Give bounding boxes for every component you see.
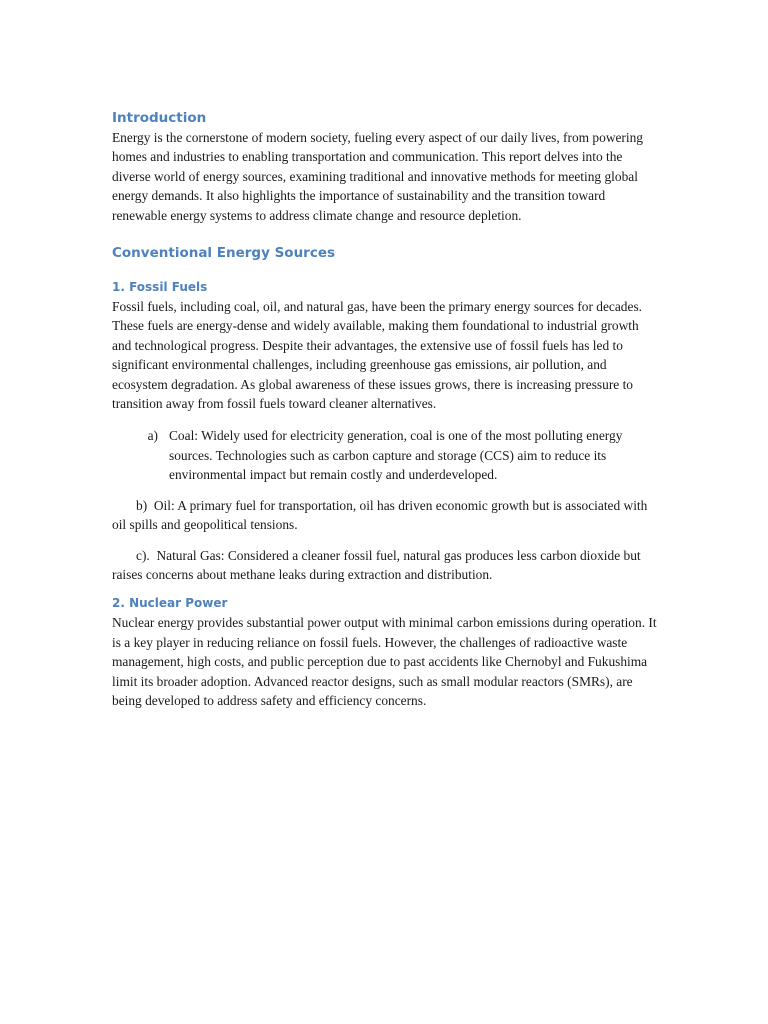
list-marker: b): [136, 497, 148, 513]
list-item-coal: [112, 426, 656, 484]
introduction-heading: Introduction: [112, 110, 207, 126]
list-item-text: Coal: Widely used for electricity generation, coal is one of the most polluting energy sources. Technologies such as carbon capture and storage (CCS) aim to reduce its environmental impact but remain costly and underdeveloped.: [169, 428, 623, 483]
list-item-natural-gas: [112, 546, 656, 585]
conventional-energy-heading: Conventional Energy Sources: [112, 245, 336, 262]
list-item-text: Natural Gas: Considered a cleaner fossil fuel, natural gas produces less carbon dioxide but raises concerns about methane leaks during extraction and distribution.: [112, 547, 641, 582]
list-marker: c).: [136, 547, 150, 563]
list-item-text: Oil: A primary fuel for transportation, oil has driven economic growth but is associated with oil spills and geopolitical tensions.: [112, 497, 648, 533]
list-marker: a): [147, 428, 158, 444]
nuclear-power-paragraph: Nuclear energy provides substantial power output with minimal carbon emissions during operation. It is a key player in reducing reliance on fossil fuels. However, the challenges of radioactive waste management, high costs, and public perception due to past accidents like Chernobyl and Fukushima limit its broader adoption. Advanced reactor designs, such as small modular reactors (SMRs), are being developed to address safety and efficiency concerns.: [112, 615, 657, 708]
fossil-fuels-paragraph: Fossil fuels, including coal, oil, and natural gas, have been the primary energy sources for decades. These fuels are energy-dense and widely available, making them foundational to industrial growth and technological progress. Despite their advantages, the extensive use of fossil fuels has led to significant environmental challenges, including greenhouse gas emissions, air pollution, and ecosystem degradation. As global awareness of these issues grows, there is increasing pressure to transition away from fossil fuels toward cleaner alternatives.: [112, 299, 643, 412]
introduction-paragraph: Energy is the cornerstone of modern society, fueling every aspect of our daily lives, from powering homes and industries to enabling transportation and communication. This report delves into the diverse world of energy sources, examining traditional and innovative methods for meeting global energy demands. It also highlights the importance of sustainability and the transition toward renewable energy systems to address climate change and resource depletion.: [112, 130, 644, 223]
fossil-fuels-heading: 1. Fossil Fuels: [112, 280, 208, 295]
nuclear-power-heading: 2. Nuclear Power: [112, 596, 228, 611]
list-item-oil: [112, 496, 656, 535]
